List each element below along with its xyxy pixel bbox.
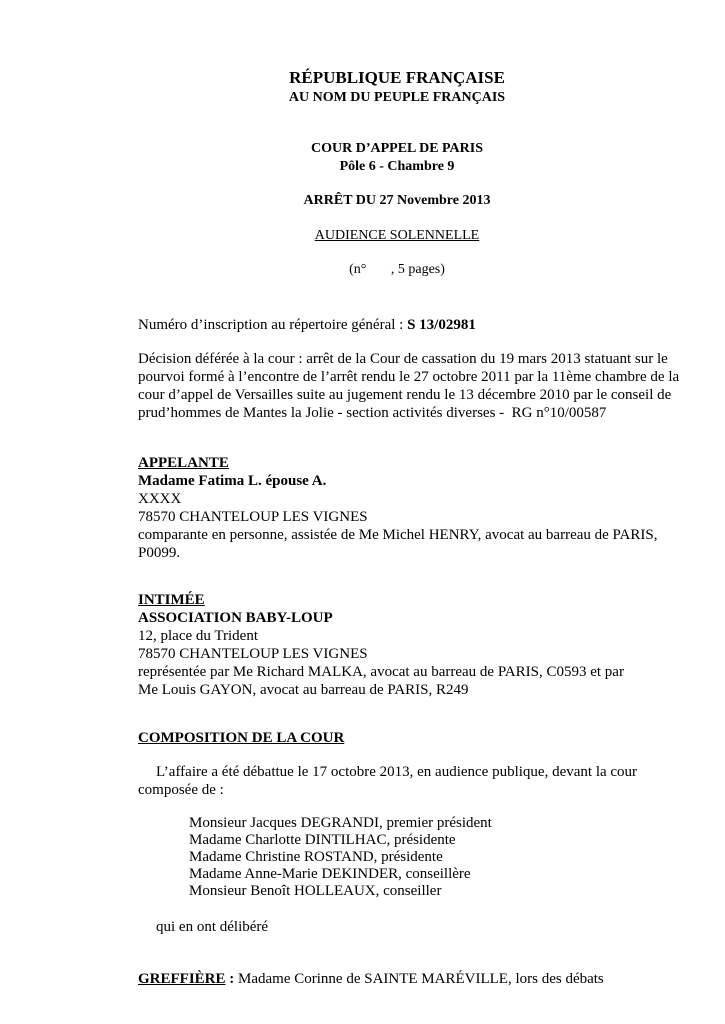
respondent-counsel-line1: représentée par Me Richard MALKA, avocat au barreau de PARIS, C0593 et par [138,664,624,680]
judge-item: Madame Anne-Marie DEKINDER, conseillère [189,866,471,882]
referral-paragraph [138,350,680,422]
composition-intro [138,763,657,799]
deliberated-text: qui en ont délibéré [156,919,269,935]
registry-label: Numéro d’inscription au répertoire général : [138,317,408,333]
page-count: (n° , 5 pages) [349,262,445,277]
judge-item: Monsieur Jacques DEGRANDI, premier président [189,815,492,831]
judges-list [189,815,492,900]
referral-line: cour d’appel de Versailles suite au jugement rendu le 13 décembre 2010 par le conseil de [138,387,672,403]
court-name: COUR D’APPEL DE PARIS [310,141,484,156]
referral-line: Décision déférée à la cour : arrêt de la Cour de cassation du 19 mars 2013 statuant sur le [138,351,668,367]
decision-date: ARRÊT DU 27 Novembre 2013 [303,193,491,208]
judge-item: Madame Christine ROSTAND, présidente [189,849,443,865]
appellant-counsel-line1: comparante en personne, assistée de Me Michel HENRY, avocat au barreau de PARIS, [138,527,658,543]
composition-intro-line2: composée de : [138,782,224,798]
appellant-counsel-line2: P0099. [138,545,181,561]
registry-number [138,316,657,334]
appellant-address-line2: 78570 CHANTELOUP LES VIGNES [138,509,368,525]
appellant-name: Madame Fatima L. épouse A. [138,473,327,489]
deliberation-note [138,918,657,936]
respondent-address-line2: 78570 CHANTELOUP LES VIGNES [138,646,368,662]
respondent-address-line1: 12, place du Trident [138,628,258,644]
clerk-line [138,970,657,988]
appellant-heading: APPELANTE [138,455,229,471]
clerk-separator: : [225,971,239,987]
republic-title: RÉPUBLIQUE FRANÇAISE [289,68,505,87]
composition-heading: COMPOSITION DE LA COUR [138,730,345,746]
referral-line: prud’hommes de Mantes la Jolie - section activités diverses - RG n°10/00587 [138,405,607,421]
appellant-address-line1: XXXX [138,491,182,507]
people-subtitle: AU NOM DU PEUPLE FRANÇAIS [288,90,506,105]
referral-line: pourvoi formé à l’encontre de l’arrêt rendu le 27 octobre 2011 par la 11ème chambre de la [138,369,680,385]
clerk-label: GREFFIÈRE [138,971,226,987]
hearing-type: AUDIENCE SOLENNELLE [314,228,480,243]
judge-item: Madame Charlotte DINTILHAC, présidente [189,832,456,848]
composition-section [138,729,657,747]
respondent-name: ASSOCIATION BABY-LOUP [138,610,333,626]
composition-intro-line1: L’affaire a été débattue le 17 octobre 2013, en audience publique, devant la cour [156,764,638,780]
appellant-section [138,454,657,562]
judge-item: Monsieur Benoît HOLLEAUX, conseiller [189,883,442,899]
respondent-heading: INTIMÉE [138,592,205,608]
respondent-section [138,591,657,699]
clerk-text: Madame Corinne de SAINTE MARÉVILLE, lors des débats [238,971,604,987]
respondent-counsel-line2: Me Louis GAYON, avocat au barreau de PARIS, R249 [138,682,469,698]
court-chamber: Pôle 6 - Chambre 9 [339,159,455,174]
registry-value: S 13/02981 [407,317,476,333]
